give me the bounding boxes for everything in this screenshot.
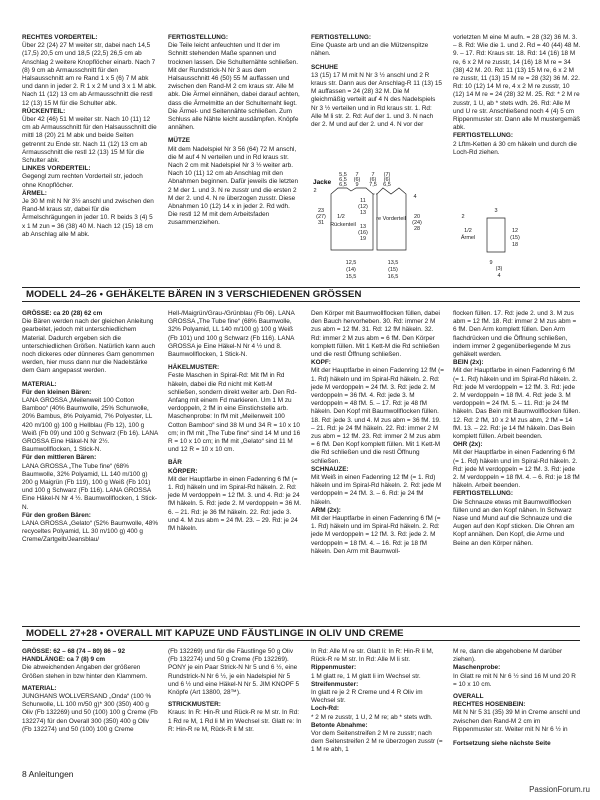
page-footer	[22, 770, 74, 778]
text: Mit der Hauptfarbe in einen Fadenring 6 fM (= 1. Rd) häkeln und im Spiral-Rd häkeln. 2. Rd: jede M verdoppeln = 12 fM. 3. Rd: jede 2. M verdoppeln = 18 fM. 4. – 6. Rd: je 18 fM häkeln. Arbeit beenden.	[453, 449, 580, 490]
dim: (7)	[383, 172, 391, 178]
dim: (6)	[383, 177, 391, 183]
text: Mit Weiß in einen Fadenring 12 fM (= 1. Rd) häkeln und im Spiral-Rd häkeln. 2. Rd: jede M verdoppeln = 24 fM. 3. – 6. Rd: je 24 fM häkeln.	[311, 474, 442, 506]
dim: 31	[317, 220, 325, 226]
col-overall-1	[22, 648, 159, 734]
heading: MATERIAL:	[22, 380, 57, 388]
text: Feste Maschen in Spiral-Rd: Mit fM in Rd häkeln, dabei die Rd nicht mit Kett-M schließen, sondern direkt weiter arb. Den Rd-Anfang mit einem Fd markieren. Um 1 M zu verdoppeln, 2 fM in eine Einstichstelle arb.	[168, 372, 297, 413]
dim: 1/2	[464, 228, 472, 234]
section-header-overall: MODELL 27+28 • OVERALL MIT KAPUZE UND FÄUSTLINGE IN OLIV UND CREME	[22, 626, 580, 641]
text: M re, dann die abgehobene M darüber ziehen).	[453, 648, 563, 664]
dim: 20	[413, 214, 421, 220]
heading: FERTIGSTELLUNG:	[453, 490, 513, 498]
heading: SCHNAUZE:	[311, 465, 349, 473]
heading: RECHTES HOSENBEIN:	[453, 701, 526, 709]
text: Hell-/Maigrün/Grau-/Grünblau (Fb 06). LANA GROSSA „The Tube fine“ (68% Baumwolle, 32% Polyamid, LL 140 m/100 g) 100 g Weiß (Fb 101) und 100 g Schwarz (Fb 116). LANA GROSSA je Eine Häkel-N Nr 4 ½ und 8. Baumwollflocken, 1 Stick-N.	[168, 310, 295, 359]
dim: 16,5	[387, 274, 399, 280]
text: Über 42 (46) 51 M weiter str. Nach 10 (11) 12 cm ab Armausschnitt für den Halsausschnitt die mittl 18 (20) 21 M abk und beide Seiten getrennt zu Ende str. Nach 11 (12) 13 cm ab Armausschnitt die restl 12 (13) 15 M für die Schulter abk.	[22, 116, 157, 165]
dim: (12)	[358, 204, 368, 210]
heading: Streifenmuster:	[311, 680, 359, 688]
dim: 6,5	[339, 182, 347, 188]
jacke-schematic	[311, 172, 446, 284]
col-bear-2	[168, 310, 302, 533]
dim: Ärmel	[460, 235, 476, 241]
heading: OHR (2x):	[453, 441, 483, 449]
text: (Fb 132269) und für die Fäustlinge 50 g Oliv (Fb 132274) und 50 g Creme (Fb 132269). PONY je ein Paar Strick-N Nr 5 und 6 ½, eine Rundstrick-N Nr 6 ½, je ein Nadelspiel Nr 5 und 6 ½ und eine Häkel-N Nr 5. JIM KNOPF 5 Knöpfe (Art 13800, 28™).	[168, 648, 300, 697]
dim: 13	[359, 210, 367, 216]
text: 13 (15) 17 M mit N Nr 3 ½ anschl und 2 R kraus str. Dann aus der Anschlag-R 11 (13) 15 M auffassen = 24 (28) 32 M. Die M gleichmäßig verteilt auf 4 N des Nadelspiels Nr 3 ½ verteilen und in Rd kraus str. 1. Rd: Alle M li str. 2. Rd: Auf der 1. und 3. N nach der 2. M und auf der 2. und 4. N vor der	[311, 71, 442, 129]
heading: Betonte Abnahme:	[311, 721, 368, 729]
dim: (15)	[510, 235, 520, 241]
text: Die Bären werden nach der gleichen Anleitung gearbeitet, jedoch mit unterschiedlichem Material. Dadurch ergeben sich die unterschiedlichen Größen. Natürlich kann auch noch dickeres oder dünneres Garn genommen werden, hier muss dann nur die Nadelstärke dem Garn angepasst werden.	[22, 318, 156, 375]
dim: 9	[489, 260, 493, 266]
dim: 7,5	[369, 182, 377, 188]
aermel-schematic	[453, 206, 578, 284]
heading: ARM (2x):	[311, 506, 341, 514]
heading: RÜCKENTEIL:	[22, 107, 66, 115]
text: vorletzten M eine M aufn. = 28 (32) 36 M. 3. – 8. Rd: Wie die 1. und 2. Rd = 40 (44) 48 M. 9. – 17. Rd: Kraus str. 18. Rd: 14 (16) 18 M re, 6 x 2 M re zusstr, 14 (16) 18 M re = 34 (38) 42 M. 20. Rd: 11 (13) 15 M re, 6 x 2 M re zusstr, 11 (13) 15 M re = 28 (32) 36 M. 22. Rd: 10 (12) 14 M re, 4 x 2 M re zusstr, 10 (12) 14 M re = 24 (28) 32 M. 25. Rd: * 2 M re zusstr, 1 U, ab * stets wdh. 26. Rd: Alle M und U re str. Anschließend noch 4 (4) 5 cm Rippenmuster str. Dann alle M mustergemäß abk.	[453, 34, 581, 132]
text: Die abweichenden Angaben der größeren Größen stehen in bzw hinter den Klammern.	[22, 664, 148, 680]
dim: 6,5	[383, 182, 391, 188]
heading: SCHUHE	[311, 63, 338, 71]
dim: 15,5	[345, 274, 357, 280]
heading: GRÖSSE: ca 20 (28) 62 cm	[22, 310, 103, 317]
heading: Rippenmuster:	[311, 664, 357, 672]
text: Die Schnauze etwas mit Baumwollflocken füllen und an den Kopf nähen. In Schwarz Nase und Mund auf die Schnauze und die Augen auf den Kopf sticken. Die Ohren am Kopf annähen. Den Kopf, die Arme und Beine an den Körper nähen.	[453, 498, 575, 547]
text: LANA GROSSA „Gelato“ (52% Baumwolle, 48% recyceltes Polyamid, LL 30 m/100 g) 400 g Creme/Zartgelb/Jeansblau/	[22, 520, 159, 544]
text: 1 M glatt re, 1 M glatt li im Wechsel str.	[311, 672, 421, 680]
heading: Loch-Rd:	[311, 705, 340, 713]
text: Mit der Hauptfarbe in einen Fadenring 6 fM (= 1. Rd) häkeln und im Spiral-Rd häkeln. 2. Rd: jede M verdoppeln = 12 fM. 3. Rd: jede 2. M verdoppeln = 18 fM. 4. Rd: jede 3. M verdoppeln = 24 fM. 5. – 11. Rd: je 24 fM häkeln. Das Bein mit Baumwollflocken füllen. 12. Rd: 2 fM, 10 x 2 M zus abm, 2 fM = 14 fM. 13. – 22. Rd: je 14 fM häkeln. Das Bein komplett füllen. Arbeit beenden.	[453, 367, 581, 441]
col-overall-4	[453, 648, 581, 748]
text: Je 30 M mit N Nr 3½ anschl und zwischen den Rand-M kraus str, dabei für die Ärmelschrägungen in jeder 10. R beids 3 (4) 5 x 1 M zun = 36 (38) 40 M. Nach 12 (15) 18 cm ab Anschlag alle M abk.	[22, 198, 154, 238]
text: JUNGHANS WOLLVERSAND „Onda“ (100 % Schurwolle, LL 100 m/50 g)* 300 (350) 400 g Oliv (Fb 132269) und 50 (100) 100 g Creme (Fb 132274) für den Overall 300 (350) 400 g Oliv (Fb 132274) und 50 (100) 100 g Creme	[22, 693, 158, 733]
dim: 18	[511, 242, 519, 248]
dim: (16)	[358, 230, 368, 236]
heading: FERTIGSTELLUNG:	[168, 34, 228, 41]
dim: 19	[359, 236, 367, 242]
dim: 5,5	[339, 172, 347, 178]
text: LANA GROSSA „Meilenweit 100 Cotton Bamboo“ (40% Baumwolle, 25% Schurwolle, 20% Bambus, 8% Polyamid, 7% Polyester, LL 420 m/100 g) 100 g Hellblau (Fb 12), 100 g Weiß (Fb 09) und 100 g Schwarz (Fb 16). LANA GROSSA Eine Häkel-N Nr 2½. Baumwollflocken, 1 Stick-N.	[22, 397, 158, 454]
dim: 2	[313, 188, 317, 194]
dim: (27)	[316, 214, 326, 220]
text: Die Teile leicht anfeuchten und It der im Schnitt stehenden Maße spannen und trocknen lassen. Die Schulternähte schließen. Mit der Rundstrick-N Nr 3 aus dem Halsausschnitt 46 (50) 55 M auffassen und zwischen den Rand-M 2 cm kraus str. Alle M abk. Die Ärmel einnähen, dabei darauf achten, dass die Ärmelmitte an der Schulternaht liegt. Die Ärmel- und Seitennähte schließen. Zum Schluss alle Nähte leicht ausdämpfen. Knöpfe annähen.	[168, 42, 300, 132]
dim: 13	[359, 224, 367, 230]
col-overall-3	[311, 648, 445, 755]
heading: Maschenprobe:	[453, 664, 501, 672]
heading: LINKES VORDERTEIL:	[22, 165, 91, 173]
text: 2 Lftm-Ketten á 30 cm häkeln und durch die Loch-Rd ziehen.	[453, 140, 577, 156]
col-jacke-4	[453, 34, 581, 157]
heading: HÄKELMUSTER:	[168, 364, 220, 372]
dim: 4	[497, 273, 501, 279]
text: Den Körper mit Baumwollflocken füllen, dabei den Bauch hervorheben. 30. Rd: immer 2 M zus abm = 12 fM. 31. Rd: 12 fM häkeln. 32. Rd: immer 2 M zus abm = 6 fM. Den Körper komplett füllen. Mit 1 Kett-M die Rd schließen und die restl Öffnung schließen.	[311, 310, 440, 359]
dim: (3)	[495, 266, 503, 272]
dim: 9	[355, 182, 359, 188]
heading: HANDLÄNGE: ca 7 (8) 9 cm	[22, 656, 106, 664]
watermark: PassionForum.ru	[529, 784, 590, 794]
heading: OVERALL	[453, 693, 484, 701]
text: Eine Quaste arb und an die Mützenspitze nähen.	[311, 42, 429, 58]
page-section-label: Anleitungen	[28, 768, 74, 779]
dim: 11	[360, 198, 366, 204]
heading: Für den mittleren Bären:	[22, 454, 97, 462]
text: Über 22 (24) 27 M weiter str, dabei nach 14,5 (17,5) 20,5 cm und 18,5 (22,5) 26,5 cm ab Anschlag 2 weitere Knopflöcher einarb. Nach 7 (8) 9 cm ab Armausschnitt für den Halsausschnitt am re Rand 1 x 5 (6) 7 M abk und dann in jeder 2. R 1 x 2 M und 3 x 1 M abk. Nach 11 (12) 13 cm ab Armausschnitt die restl 12 (13) 15 M für die Schulter abk.	[22, 42, 157, 107]
page-number: 8	[22, 768, 27, 779]
text: Vor dem Seitenstreifen 2 M re zusstr; nach dem Seitenstreifen 2 M re überzogen zusstr (= 1 M re abh, 1	[311, 730, 443, 754]
text: Maschenprobe: In fM mit „Meilenweit 100 Cotton Bamboo“ sind 38 M und 34 R = 10 x 10 cm; in fM mit „The Tube fine“ sind 14 M und 16 R = 10 x 10 cm; in fM mit „Gelato“ sind 11 M und 12 R = 10 x 10 cm.	[168, 413, 301, 454]
heading: GRÖSSE: 62 – 68 (74 – 80) 86 – 92	[22, 648, 126, 655]
dim: 28	[413, 226, 421, 232]
text: In Rd: Alle M re str. Glatt li: In R: Hin-R li M, Rück-R re M str. In Rd: Alle M li str.	[311, 648, 434, 664]
text: LANA GROSSA „The Tube fine“ (68% Baumwolle, 32% Polyamid, LL 140 m/100 g) 200 g Maigrün (Fb 119), 100 g Weiß (Fb 101) und 100 g Schwarz (Fb 116). LANA GROSSA Eine Häkel-N Nr 4 ½. Baumwollflocken, 1 Stick-N.	[22, 462, 157, 511]
heading: MATERIAL:	[22, 684, 57, 692]
dim: 23	[317, 208, 325, 214]
heading: KÖRPER:	[168, 467, 198, 475]
dim: 2	[461, 214, 465, 220]
dim: (6)	[353, 177, 361, 183]
dim: Rückenteil	[330, 222, 356, 228]
col-jacke-3	[311, 34, 443, 129]
dim: 7	[355, 172, 359, 178]
text: In Glatt re mit N Nr 6 ½ sind 16 M und 20 R = 10 x 10 cm.	[453, 672, 576, 688]
heading: BÄR	[168, 459, 182, 467]
text: In glatt re je 2 R Creme und 4 R Oliv im Wechsel str.	[311, 689, 423, 705]
text: Mit N Nr 5 31 (35) 39 M in Creme anschl und zwischen den Rand-M 2 cm im Rippenmuster str. Weiter mit N Nr 6 ½ in	[453, 709, 581, 733]
heading: KOPF:	[311, 359, 331, 367]
heading: ÄRMEL:	[22, 189, 47, 197]
dim: re Vorderteil	[376, 216, 406, 222]
dim: 4	[413, 194, 417, 200]
col-jacke-2	[168, 34, 300, 228]
dim: 6,5	[339, 177, 347, 183]
text: flocken füllen. 17. Rd: jede 2. und 3. M zus abm = 12 fM. 18. Rd: immer 2 M zus abm = 6 fM. Den Arm komplett füllen. Den Arm flachdrücken und die Öffnung schließen, indem immer 2 gegenüberliegende M zus gehäkelt werden.	[453, 310, 577, 359]
text: Kraus: In R: Hin-R und Rück-R re M str. In Rd: 1 Rd re M, 1 Rd li M im Wechsel str. Glatt re: In R: Hin-R re M, Rück-R li M str.	[168, 709, 302, 733]
heading: STRICKMUSTER:	[168, 701, 221, 709]
dim: (15)	[388, 267, 398, 273]
dim: 12,5	[345, 260, 357, 266]
dim: 13,5	[387, 260, 399, 266]
text: Mit der Hauptfarbe in einen Fadenring 6 fM (= 1. Rd) häkeln und im Spiral-Rd häkeln. 2. Rd: jede M verdoppeln = 12 fM. 3. und 4. Rd: je 24 fM häkeln. 5. Rd: jede 2. M verdoppeln = 36 M. 6. – 21. Rd: je 36 fM häkeln. 22. Rd: jede 3. und 4. M zus abm = 24 fM. 23. – 29. Rd: je 24 fM häkeln.	[168, 475, 302, 533]
heading: FERTIGSTELLUNG:	[311, 34, 371, 41]
text: Gegengl zum rechten Vorderteil str, jedoch ohne Knopflöcher.	[22, 173, 143, 189]
col-bear-3	[311, 310, 445, 556]
heading: BEIN (2x):	[453, 359, 484, 367]
continuation-note: Fortsetzung siehe nächste Seite	[453, 740, 551, 748]
heading: FERTIGSTELLUNG:	[453, 132, 513, 140]
col-overall-2	[168, 648, 302, 734]
dim: 1/2	[337, 214, 345, 220]
section-header-bears: MODELL 24–26 • GEHÄKELTE BÄREN IN 3 VERSCHIEDENEN GRÖSSEN	[22, 287, 580, 302]
dim: 3	[494, 208, 498, 214]
col-bear-1	[22, 310, 159, 545]
text: * 2 M re zusstr, 1 U, 2 M re; ab * stets wdh.	[311, 713, 433, 721]
text: Mit der Hauptfarbe in einen Fadenring 12 fM (= 1. Rd) häkeln und im Spiral-Rd häkeln. 2. Rd: jede M verdoppeln = 24 fM. 3. Rd: jede 2. M verdoppeln = 36 fM. 4. Rd: jede 3. M verdoppeln = 48 fM. 5. – 17. Rd: je 48 fM häkeln. Den Kopf mit Baumwollflocken füllen. 18. Rd: jede 3. und 4. M zus abm = 36 fM. 19. – 21. Rd: je 24 fM häkeln. 22. Rd: immer 2 M zus abm = 12 fM. 23. Rd: immer 2 M zus abm = 6 fM. Den Kopf komplett füllen. Mit 1 Kett-M die Rd schließen und die restl Öffnung schließen.	[311, 367, 445, 465]
dim: (14)	[346, 267, 356, 273]
text: Mit dem Nadelspiel Nr 3 56 (64) 72 M anschl, die M auf 4 N verteilen und in Rd kraus str. Nach 2 cm mit Nadelspiel Nr 3 ½ weiter arb. Nach 10 (11) 12 cm ab Anschlag mit den Abnahmen beginnen. Dafür jeweils die letzten 2 M der 1. und 3. N re zusstr und die ersten 2 M der 2. und 4. N re überzogen zusstr. Diese Abnahmen 10 (12) 14 x in jeder 2. Rd wdh. Die restl 12 M mit dem Arbeitsfaden zusammenziehen.	[168, 145, 299, 227]
col-jacke-1	[22, 34, 157, 239]
heading: MÜTZE	[168, 137, 191, 145]
text: Mit der Hauptfarbe in einen Fadenring 6 fM (= 1. Rd) häkeln und im Spiral-Rd häkeln. 2. Rd: jede M verdoppeln = 12 fM. 3. Rd: jede 2. M verdoppeln = 18 fM. 4. – 16. Rd: je 18 fM häkeln. Den Arm mit Baumwoll-	[311, 515, 441, 555]
heading: Für den großen Bären:	[22, 511, 91, 519]
dim: (6)	[369, 177, 377, 183]
dim: 7	[371, 172, 375, 178]
diagram-title: Jacke	[313, 179, 332, 186]
heading: Für den kleinen Bären:	[22, 388, 92, 396]
dim: (24)	[412, 220, 422, 226]
heading: RECHTES VORDERTEIL:	[22, 34, 98, 41]
col-bear-4	[453, 310, 581, 548]
dim: 12	[511, 228, 519, 234]
